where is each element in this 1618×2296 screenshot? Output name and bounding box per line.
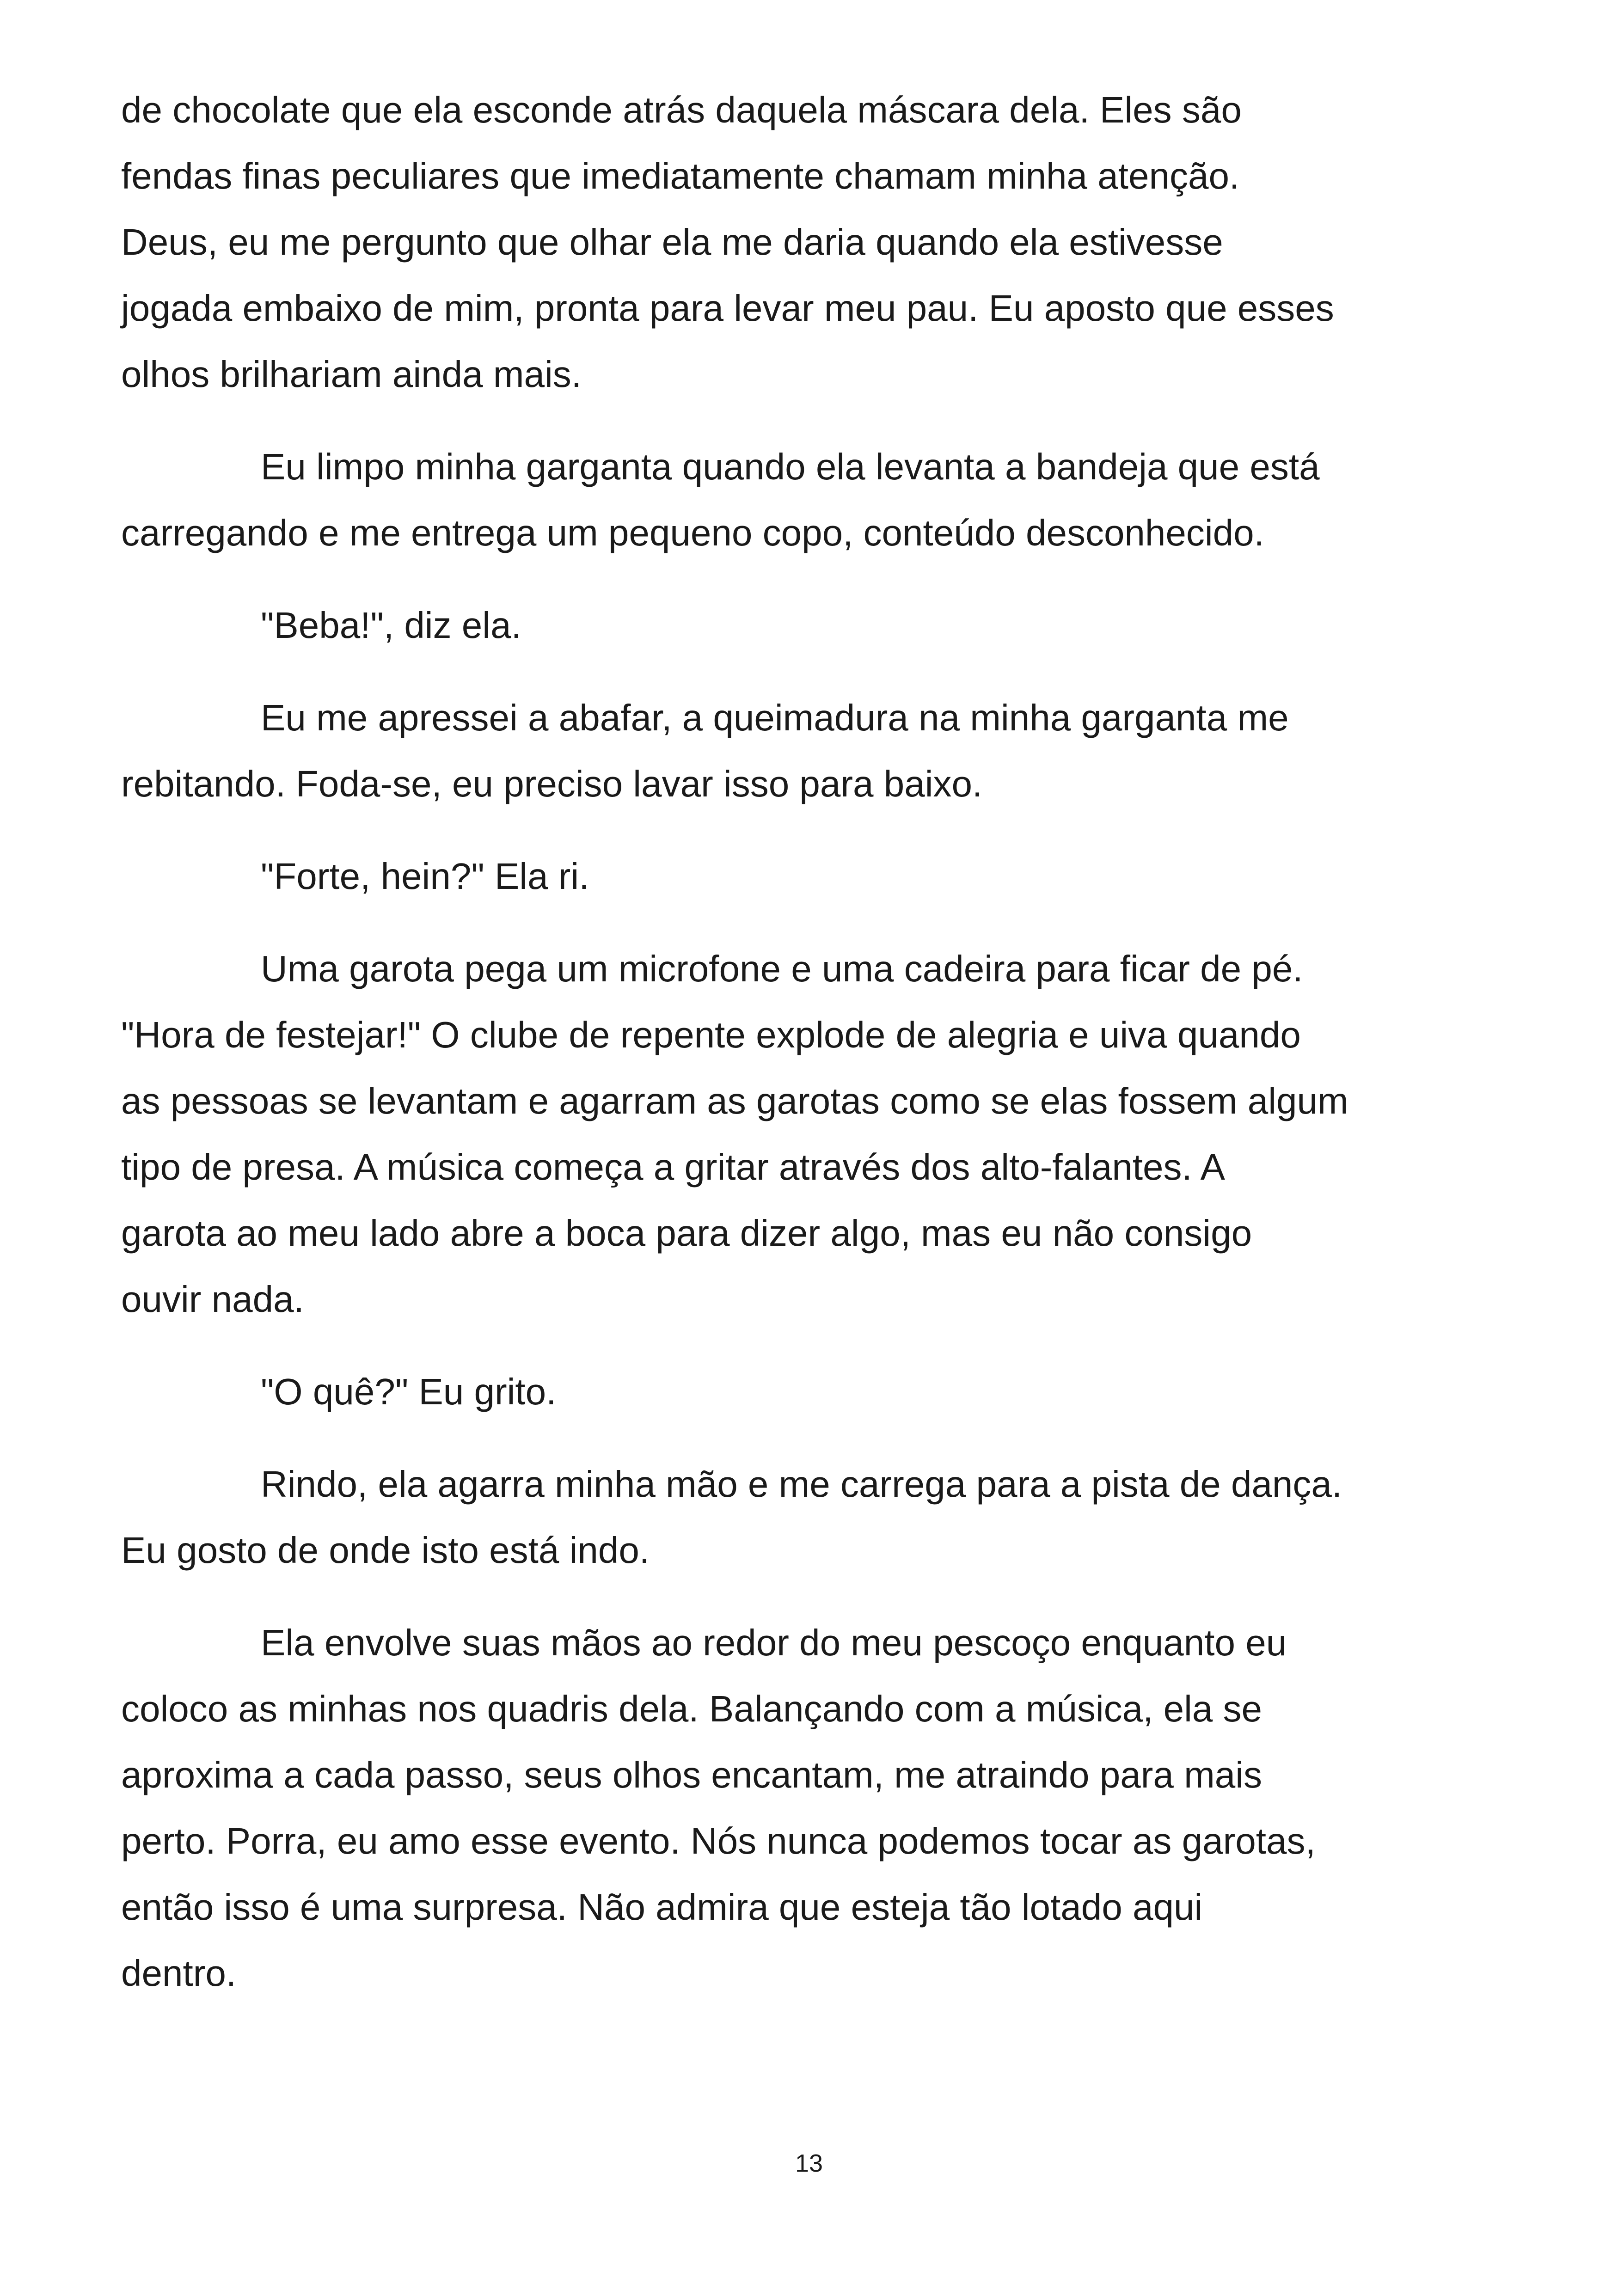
paragraph-5: "Forte, hein?" Ela ri. bbox=[261, 856, 589, 897]
paragraph-6: Uma garota pega um microfone e uma cadeira para ficar de pé. "Hora de festejar!" O clube de repente explode de alegria e uiva quando as pessoas se levantam e agarram as garotas como se elas fossem algum tipo de presa. A música começa a gritar através dos alto-falantes. A garota ao meu lado abre a boca para dizer algo, mas eu não consigo ouvir nada. bbox=[121, 948, 1348, 1320]
paragraph-2: Eu limpo minha garganta quando ela levanta a bandeja que está carregando e me entrega um pequeno copo, conteúdo desconhecido. bbox=[121, 446, 1320, 553]
paragraph-3: "Beba!", diz ela. bbox=[261, 605, 521, 646]
paragraph-7: "O quê?" Eu grito. bbox=[261, 1371, 557, 1412]
body-text bbox=[121, 77, 1508, 2033]
page-number: 13 bbox=[795, 2149, 823, 2177]
paragraph-1: de chocolate que ela esconde atrás daquela máscara dela. Eles são fendas finas peculiares que imediatamente chamam minha atenção. Deus, eu me pergunto que olhar ela me daria quando ela estivesse jogada embaixo de mim, pronta para levar meu pau. Eu aposto que esses olhos brilhariam ainda mais. bbox=[121, 89, 1334, 395]
paragraph-4: Eu me apressei a abafar, a queimadura na minha garganta me rebitando. Foda-se, eu preciso lavar isso para baixo. bbox=[121, 697, 1289, 804]
paragraph-8: Rindo, ela agarra minha mão e me carrega para a pista de dança. Eu gosto de onde isto está indo. bbox=[121, 1463, 1342, 1571]
paragraph-9: Ela envolve suas mãos ao redor do meu pescoço enquanto eu coloco as minhas nos quadris dela. Balançando com a música, ela se aproxima a cada passo, seus olhos encantam, me atraindo para mais perto. Porra, eu amo esse evento. Nós nunca podemos tocar as garotas, então isso é uma surpresa. Não admira que esteja tão lotado aqui dentro. bbox=[121, 1622, 1316, 1994]
